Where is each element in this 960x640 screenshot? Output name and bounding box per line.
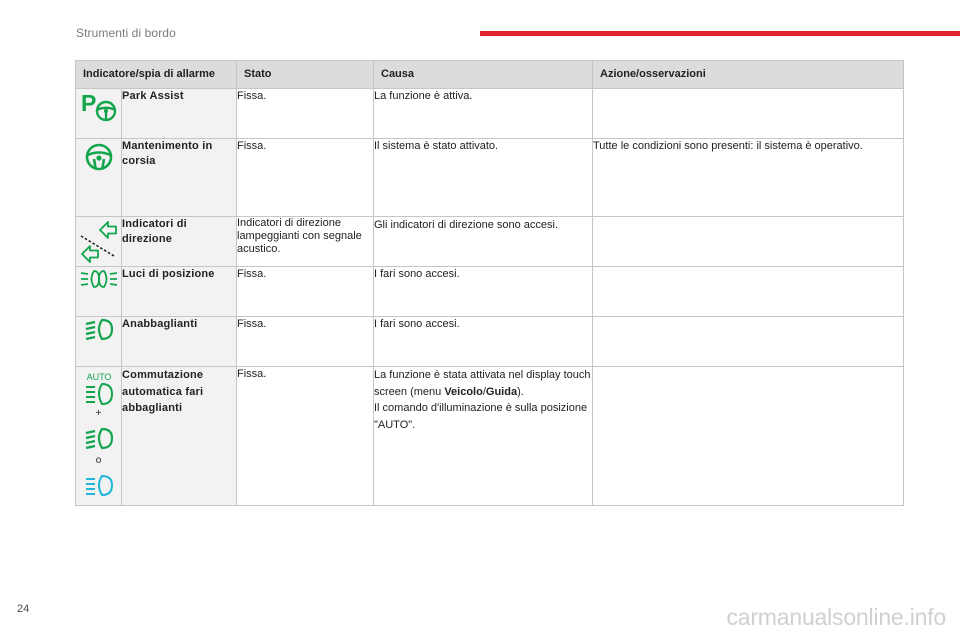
- icon-cell: [76, 317, 122, 367]
- stato-cell: Fissa.: [237, 139, 374, 217]
- column-header-azione: Azione/osservazioni: [593, 61, 904, 89]
- column-header-indicator: Indicatore/spia di allarme: [76, 61, 237, 89]
- indicator-name: Park Assist: [122, 89, 237, 139]
- table-row: [76, 217, 904, 267]
- warning-lights-table: [75, 60, 904, 506]
- table-row: [76, 267, 904, 317]
- indicator-name: Mantenimento in corsia: [122, 139, 237, 217]
- causa-cell: I fari sono accesi.: [374, 317, 593, 367]
- azione-cell: [593, 367, 904, 506]
- icon-cell: [76, 139, 122, 217]
- stato-cell: Fissa.: [237, 267, 374, 317]
- causa-cell: I fari sono accesi.: [374, 267, 593, 317]
- low-beam-icon: [82, 426, 116, 452]
- low-beam-icon: [82, 317, 116, 343]
- causa-cell: Gli indicatori di direzione sono accesi.: [374, 217, 593, 267]
- auto-label: AUTO: [86, 372, 111, 382]
- stato-cell: Fissa.: [237, 367, 374, 506]
- steering-wheel-icon: [82, 139, 116, 173]
- azione-cell: [593, 317, 904, 367]
- table-row: [76, 367, 904, 506]
- stato-cell: Indicatori di direzione lampeggianti con segnale acustico.: [237, 217, 374, 267]
- turn-indicators-icon: [78, 220, 120, 264]
- causa-text-part: La funzione è stata attivata nel display touch screen (menu: [374, 369, 591, 398]
- causa-text-part: Il comando d'illuminazione è sulla posizione "AUTO".: [374, 402, 588, 431]
- plus-separator: +: [95, 408, 102, 419]
- position-lights-icon: [79, 267, 119, 293]
- icon-cell: [76, 89, 122, 139]
- header-accent-bar: [480, 31, 960, 36]
- causa-cell: Il sistema è stato attivato.: [374, 139, 593, 217]
- indicator-name: Anabbaglianti: [122, 317, 237, 367]
- watermark: carmanualsonline.info: [726, 604, 946, 630]
- table-header-row: [76, 61, 904, 89]
- auto-high-beam-icon: [82, 371, 116, 405]
- indicator-name: Commutazione automatica fari abbaglianti: [122, 367, 237, 506]
- menu-name-guida: Guida: [485, 385, 518, 398]
- indicator-name: Indicatori di direzione: [122, 217, 237, 267]
- azione-cell: [593, 267, 904, 317]
- icon-cell: [76, 267, 122, 317]
- svg-text:P: P: [80, 90, 96, 116]
- causa-text-part: ).: [517, 385, 524, 398]
- stato-cell: Fissa.: [237, 317, 374, 367]
- stato-cell: Fissa.: [237, 89, 374, 139]
- icon-cell: [76, 367, 122, 506]
- table-row: [76, 89, 904, 139]
- page-number: 24: [17, 603, 30, 615]
- column-header-stato: Stato: [237, 61, 374, 89]
- menu-name-veicolo: Veicolo: [444, 385, 483, 398]
- causa-cell: [374, 367, 593, 506]
- table-row: [76, 317, 904, 367]
- table-row: [76, 139, 904, 217]
- park-assist-icon: [79, 89, 119, 125]
- causa-slash: /: [482, 385, 486, 398]
- or-separator: o: [95, 455, 102, 466]
- azione-cell: [593, 89, 904, 139]
- causa-cell: La funzione è attiva.: [374, 89, 593, 139]
- icon-cell: [76, 217, 122, 267]
- indicator-name: Luci di posizione: [122, 267, 237, 317]
- azione-cell: Tutte le condizioni sono presenti: il sistema è operativo.: [593, 139, 904, 217]
- azione-cell: [593, 217, 904, 267]
- high-beam-icon: [82, 473, 116, 497]
- section-title: Strumenti di bordo: [76, 26, 176, 40]
- column-header-causa: Causa: [374, 61, 593, 89]
